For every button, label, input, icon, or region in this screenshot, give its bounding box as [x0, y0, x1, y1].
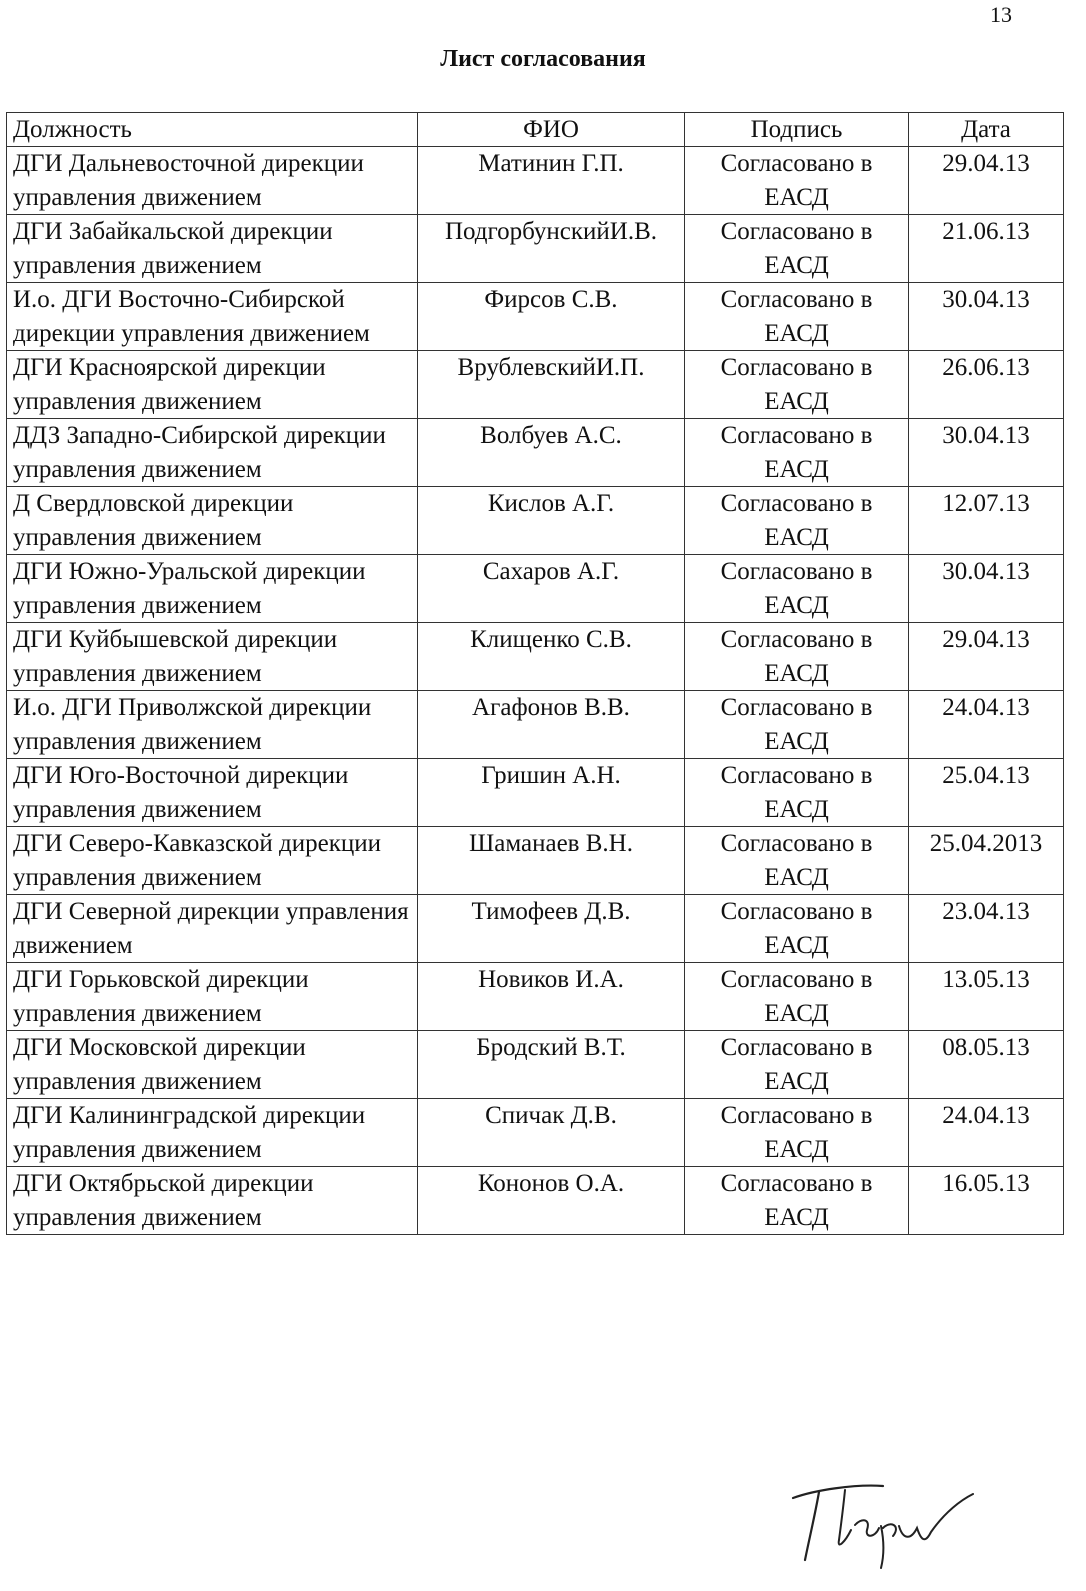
cell-date: 16.05.13	[909, 1167, 1064, 1235]
cell-position: И.о. ДГИ Приволжской дирекции управления движением	[7, 691, 418, 759]
cell-position: И.о. ДГИ Восточно-Сибирской дирекции управления движением	[7, 283, 418, 351]
cell-date: 21.06.13	[909, 215, 1064, 283]
table-row	[7, 1099, 1064, 1167]
cell-signature: Согласовано в ЕАСД	[685, 691, 909, 759]
cell-date: 25.04.13	[909, 759, 1064, 827]
cell-position: ДГИ Красноярской дирекции управления движением	[7, 351, 418, 419]
cell-signature: Согласовано в ЕАСД	[685, 623, 909, 691]
cell-signature: Согласовано в ЕАСД	[685, 759, 909, 827]
cell-position: ДГИ Горьковской дирекции управления движением	[7, 963, 418, 1031]
cell-position: ДГИ Калининградской дирекции управления движением	[7, 1099, 418, 1167]
cell-name: Волбуев А.С.	[418, 419, 685, 487]
cell-date: 30.04.13	[909, 283, 1064, 351]
table-row	[7, 963, 1064, 1031]
table-row	[7, 895, 1064, 963]
table-row	[7, 827, 1064, 895]
cell-date: 13.05.13	[909, 963, 1064, 1031]
table-row	[7, 555, 1064, 623]
cell-signature: Согласовано в ЕАСД	[685, 827, 909, 895]
table-row	[7, 691, 1064, 759]
cell-name: Агафонов В.В.	[418, 691, 685, 759]
cell-name: ПодгорбунскийИ.В.	[418, 215, 685, 283]
cell-signature: Согласовано в ЕАСД	[685, 963, 909, 1031]
column-header-position: Должность	[7, 113, 418, 147]
table-row	[7, 147, 1064, 215]
cell-name: Спичак Д.В.	[418, 1099, 685, 1167]
cell-position: ДГИ Южно-Уральской дирекции управления движением	[7, 555, 418, 623]
cell-name: Кислов А.Г.	[418, 487, 685, 555]
cell-signature: Согласовано в ЕАСД	[685, 895, 909, 963]
column-header-signature: Подпись	[685, 113, 909, 147]
handwritten-signature	[775, 1470, 985, 1570]
cell-name: Клищенко С.В.	[418, 623, 685, 691]
page-number: 13	[990, 2, 1012, 27]
cell-position: ДГИ Куйбышевской дирекции управления движением	[7, 623, 418, 691]
cell-date: 08.05.13	[909, 1031, 1064, 1099]
cell-date: 30.04.13	[909, 555, 1064, 623]
cell-date: 24.04.13	[909, 1099, 1064, 1167]
cell-signature: Согласовано в ЕАСД	[685, 1031, 909, 1099]
cell-signature: Согласовано в ЕАСД	[685, 419, 909, 487]
cell-position: Д Свердловской дирекции управления движением	[7, 487, 418, 555]
cell-signature: Согласовано в ЕАСД	[685, 215, 909, 283]
approval-table	[6, 112, 1064, 1235]
table-row	[7, 759, 1064, 827]
cell-signature: Согласовано в ЕАСД	[685, 487, 909, 555]
cell-signature: Согласовано в ЕАСД	[685, 1167, 909, 1235]
cell-date: 26.06.13	[909, 351, 1064, 419]
cell-date: 29.04.13	[909, 147, 1064, 215]
column-header-date: Дата	[909, 113, 1064, 147]
cell-position: ДГИ Московской дирекции управления движением	[7, 1031, 418, 1099]
cell-date: 23.04.13	[909, 895, 1064, 963]
cell-name: Кононов О.А.	[418, 1167, 685, 1235]
table-row	[7, 487, 1064, 555]
table-row	[7, 1167, 1064, 1235]
cell-date: 24.04.13	[909, 691, 1064, 759]
table-row	[7, 351, 1064, 419]
cell-position: ДГИ Октябрьской дирекции управления движением	[7, 1167, 418, 1235]
cell-position: ДГИ Северо-Кавказской дирекции управления движением	[7, 827, 418, 895]
cell-name: Шаманаев В.Н.	[418, 827, 685, 895]
cell-name: Бродский В.Т.	[418, 1031, 685, 1099]
cell-name: Новиков И.А.	[418, 963, 685, 1031]
cell-date: 29.04.13	[909, 623, 1064, 691]
cell-date: 25.04.2013	[909, 827, 1064, 895]
cell-signature: Согласовано в ЕАСД	[685, 147, 909, 215]
cell-signature: Согласовано в ЕАСД	[685, 555, 909, 623]
cell-name: Сахаров А.Г.	[418, 555, 685, 623]
table-row	[7, 215, 1064, 283]
table-row	[7, 419, 1064, 487]
cell-position: ДГИ Забайкальской дирекции управления движением	[7, 215, 418, 283]
table-row	[7, 623, 1064, 691]
page-title: Лист согласования	[440, 46, 646, 72]
cell-name: Фирсов С.В.	[418, 283, 685, 351]
table-header-row	[7, 113, 1064, 147]
cell-position: ДДЗ Западно-Сибирской дирекции управления движением	[7, 419, 418, 487]
table-row	[7, 1031, 1064, 1099]
cell-signature: Согласовано в ЕАСД	[685, 283, 909, 351]
cell-position: ДГИ Дальневосточной дирекции управления движением	[7, 147, 418, 215]
cell-signature: Согласовано в ЕАСД	[685, 1099, 909, 1167]
cell-name: Матинин Г.П.	[418, 147, 685, 215]
cell-name: Гришин А.Н.	[418, 759, 685, 827]
cell-position: ДГИ Северной дирекции управления движением	[7, 895, 418, 963]
column-header-name: ФИО	[418, 113, 685, 147]
cell-date: 12.07.13	[909, 487, 1064, 555]
cell-name: Тимофеев Д.В.	[418, 895, 685, 963]
cell-date: 30.04.13	[909, 419, 1064, 487]
cell-position: ДГИ Юго-Восточной дирекции управления движением	[7, 759, 418, 827]
cell-signature: Согласовано в ЕАСД	[685, 351, 909, 419]
table-row	[7, 283, 1064, 351]
cell-name: ВрублевскийИ.П.	[418, 351, 685, 419]
